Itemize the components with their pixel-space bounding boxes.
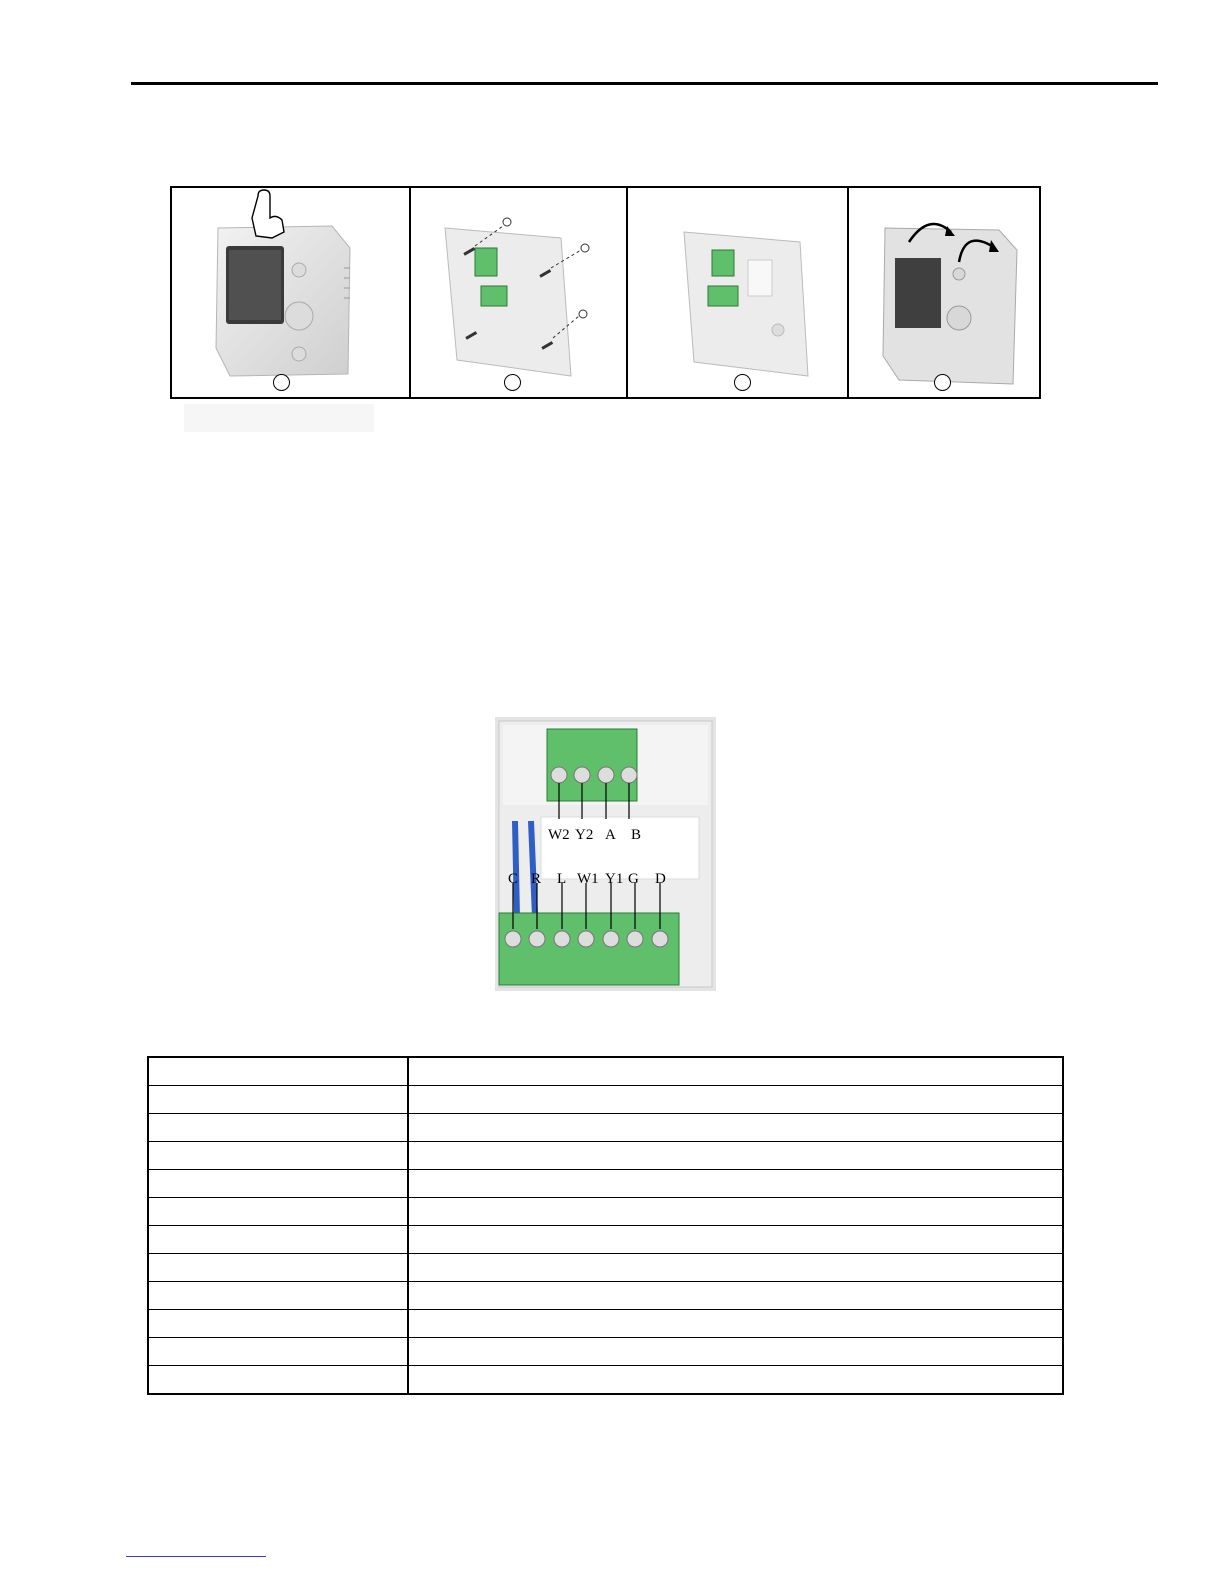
terminal-name-cell [148, 1170, 408, 1198]
table-row [148, 1366, 1063, 1395]
base-screw-illustration [411, 188, 628, 397]
table-row [148, 1338, 1063, 1366]
step-3-panel [626, 188, 849, 397]
terminal-name-cell [148, 1086, 408, 1114]
terminal-label-w2: W2 [548, 827, 570, 843]
terminal-description-cell [408, 1254, 1063, 1282]
terminal-label-r: R [531, 871, 542, 887]
terminal-name-cell [148, 1226, 408, 1254]
step-number-circle [734, 374, 751, 391]
step-number-circle [934, 374, 951, 391]
terminal-description-cell [408, 1170, 1063, 1198]
step-2-panel [409, 188, 628, 397]
terminal-description-cell [408, 1198, 1063, 1226]
table-row [148, 1254, 1063, 1282]
table-row [148, 1310, 1063, 1338]
footer-link-underline[interactable] [126, 1556, 266, 1557]
terminal-name-cell [148, 1057, 408, 1086]
terminal-description-cell [408, 1226, 1063, 1254]
terminal-name-cell [148, 1114, 408, 1142]
step-number-circle [504, 374, 521, 391]
terminal-table-body [148, 1057, 1063, 1394]
terminal-name-cell [148, 1310, 408, 1338]
terminal-label-g: G [628, 871, 639, 887]
thermostat-press-illustration [172, 188, 409, 397]
table-row [148, 1142, 1063, 1170]
terminal-label-b: B [631, 827, 642, 843]
installation-steps [170, 186, 1041, 399]
table-row [148, 1282, 1063, 1310]
terminal-label-a: A [605, 827, 616, 843]
table-row [148, 1114, 1063, 1142]
terminal-label-c: C [508, 871, 519, 887]
table-row [148, 1170, 1063, 1198]
terminal-name-cell [148, 1198, 408, 1226]
table-row [148, 1226, 1063, 1254]
terminal-label-w1: W1 [577, 871, 599, 887]
terminal-table [147, 1056, 1064, 1395]
step-4-panel [847, 188, 1041, 397]
base-plate-icon [628, 188, 849, 397]
hand-press-icon [252, 190, 284, 238]
table-row [148, 1057, 1063, 1086]
terminal-description-cell [408, 1282, 1063, 1310]
terminal-name-cell [148, 1282, 408, 1310]
terminal-name-cell [148, 1142, 408, 1170]
terminal-description-cell [408, 1142, 1063, 1170]
terminal-label-d: D [655, 871, 666, 887]
wiring-terminal-photo [495, 717, 716, 991]
step-1-panel [172, 188, 409, 397]
attach-cover-illustration [849, 188, 1041, 397]
terminal-description-cell [408, 1057, 1063, 1086]
terminal-description-cell [408, 1086, 1063, 1114]
terminal-name-cell [148, 1254, 408, 1282]
step-number-circle [273, 374, 290, 391]
header-rule [131, 82, 1158, 85]
terminal-name-cell [148, 1366, 408, 1395]
table-row [148, 1198, 1063, 1226]
terminal-description-cell [408, 1114, 1063, 1142]
terminal-name-cell [148, 1338, 408, 1366]
faint-caption-area [184, 404, 374, 432]
terminal-label-y2: Y2 [575, 827, 594, 843]
terminal-block-illustration [495, 717, 716, 991]
terminal-description-cell [408, 1310, 1063, 1338]
terminal-description-cell [408, 1338, 1063, 1366]
terminal-label-y1: Y1 [605, 871, 624, 887]
table-row [148, 1086, 1063, 1114]
terminal-label-l: L [557, 871, 567, 887]
terminal-description-cell [408, 1366, 1063, 1395]
